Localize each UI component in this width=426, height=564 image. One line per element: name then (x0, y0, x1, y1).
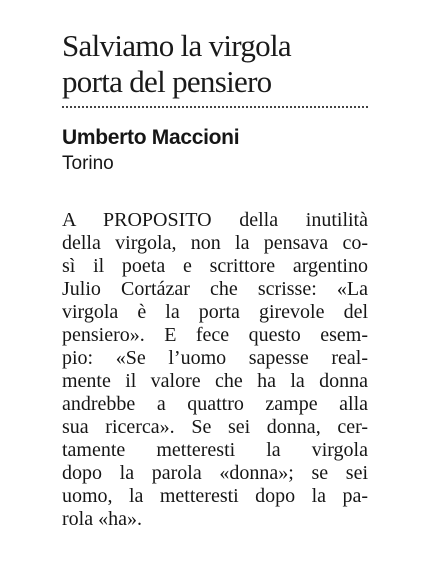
body-line: andrebbe a quattro zampe alla (62, 393, 368, 415)
body-line: tamente metteresti la virgola (62, 439, 368, 461)
body-line: pensiero». E fece questo esem- (62, 324, 368, 346)
body-line: mente il valore che ha la donna (62, 370, 368, 392)
body-line: uomo, la metteresti dopo la pa- (62, 485, 368, 507)
letter-article (62, 28, 368, 531)
body-line: Julio Cortázar che scrisse: «La (62, 278, 368, 300)
headline-line: Salviamo la virgola (62, 28, 291, 63)
author-name: Umberto Maccioni (62, 126, 240, 149)
body-line: sì il poeta e scrittore argentino (62, 255, 368, 277)
headline (62, 28, 368, 100)
headline-line: porta del pensiero (62, 64, 272, 99)
body-line: pio: «Se l’uomo sapesse real- (62, 347, 368, 369)
body-line: rola «ha». (62, 508, 142, 530)
dotted-divider (62, 106, 368, 108)
body-line: virgola è la porta girevole del (62, 301, 368, 323)
body-line: sua ricerca». Se sei donna, cer- (62, 416, 368, 438)
article-body (62, 209, 368, 531)
body-line: della virgola, non la pensava co- (62, 232, 368, 254)
author-city: Torino (62, 153, 114, 174)
body-line: dopo la parola «donna»; se sei (62, 462, 368, 484)
body-line: A PROPOSITO della inutilità (62, 209, 368, 231)
